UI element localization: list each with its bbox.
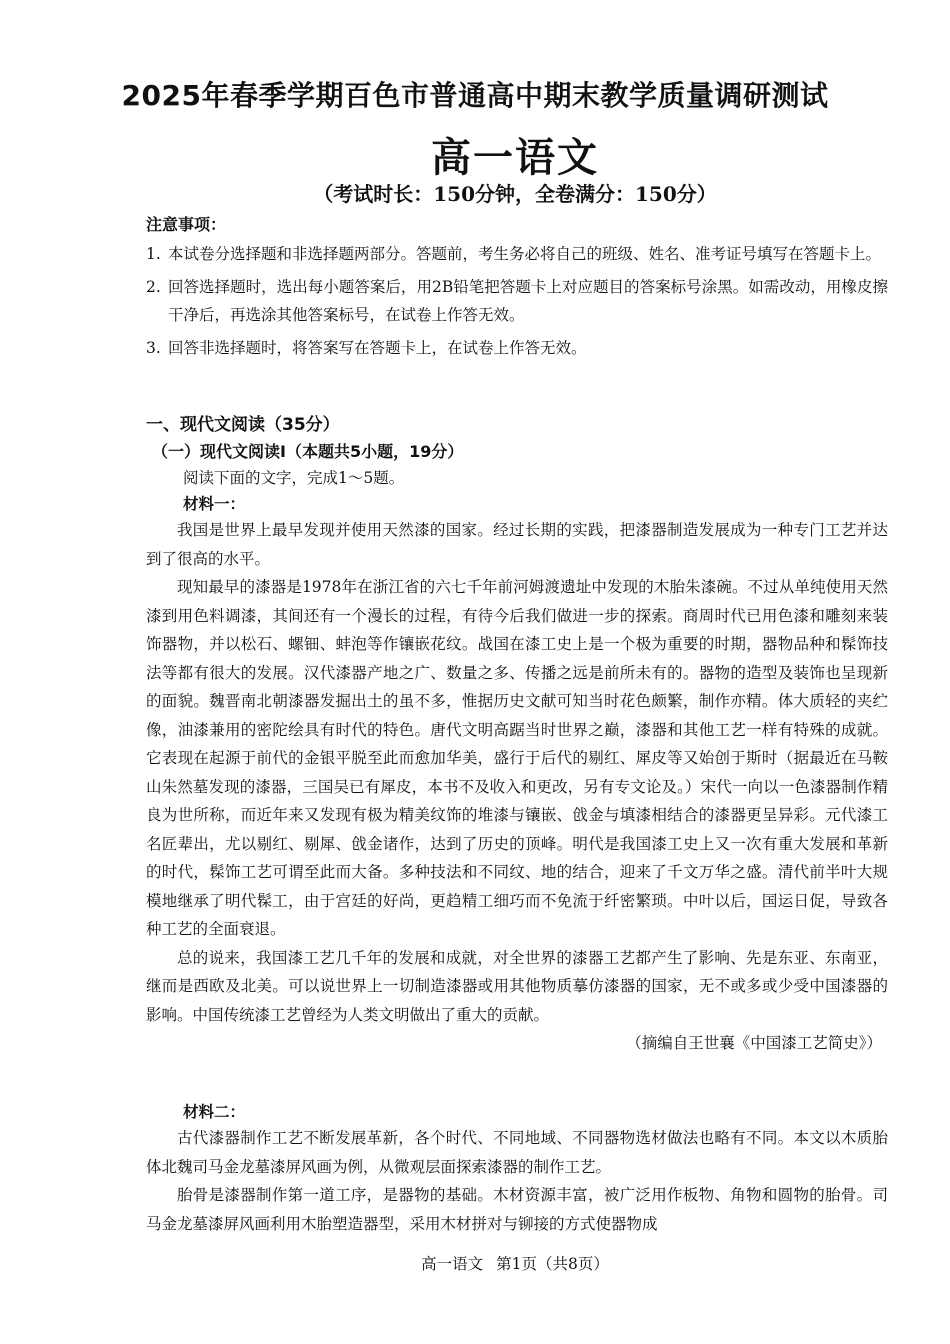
reading-instruction: 阅读下面的文字，完成1～5题。: [183, 469, 405, 487]
notice-number: 2.: [146, 277, 161, 296]
notice-text: 本试卷分选择题和非选择题两部分。答题前，考生务必将自己的班级、姓名、准考证号填写在答题卡上。: [168, 245, 882, 263]
notice-text: 回答非选择题时，将答案写在答题卡上，在试卷上作答无效。: [168, 338, 587, 357]
notice-item: [146, 273, 888, 330]
page-footer: 高一语文 第1页（共8页）: [421, 1255, 609, 1273]
subsection-title: （一）现代文阅读Ⅰ（本题共5小题，19分）: [152, 442, 464, 461]
notice-item: [146, 334, 888, 363]
passage-paragraph: 现知最早的漆器是1978年在浙江省的六七千年前河姆渡遗址中发现的木胎朱漆碗。不过从单纯使用天然漆到用色料调漆，其间还有一个漫长的过程，有待今后我们做进一步的探索。商周时代已用色漆和雕刻来装饰器物，并以松石、螺钿、蚌泡等作镶嵌花纹。战国在漆工史上是一个极为重要的时期，器物品种和髹饰技法等都有很大的发展。汉代漆器产地之广、数量之多、传播之远是前所未有的。器物的造型及装饰也呈现新的面貌。魏晋南北朝漆器发掘出土的虽不多，惟据历史文献可知当时花色颇繁，制作亦精。体大质轻的夹纻像，油漆兼用的密陀绘具有时代的特色。唐代文明高踞当时世界之巅，漆器和其他工艺一样有特殊的成就。它表现在起源于前代的金银平脱至此而愈加华美，盛行于后代的剔红、犀皮等又始创于斯时（据最近在马鞍山朱然墓发现的漆器，三国吴已有犀皮，本书不及收入和更改，另有专文论及。）宋代一向以一色漆器制作精良为世所称，而近年来又发现有极为精美纹饰的堆漆与镶嵌、戗金与填漆相结合的漆器更呈异彩。元代漆工名匠辈出，尤以剔红、剔犀、戗金诸作，达到了历史的顶峰。明代是我国漆工史上又一次有重大发展和革新的时代，髹饰工艺可谓至此而大备。多种技法和不同纹、地的结合，迎来了千文万华之盛。清代前半叶大规模地继承了明代髹工，由于宫廷的好尚，更趋精工细巧而不免流于纤密繁琐。中叶以后，国运日促，导致各种工艺的全面衰退。: [146, 578, 888, 938]
subject-title: 高一语文: [431, 135, 599, 181]
material-two-label: 材料二：: [183, 1103, 246, 1121]
passage-paragraph: 古代漆器制作工艺不断发展革新，各个时代、不同地域、不同器物选材做法也略有不同。本文以木质胎体北魏司马金龙墓漆屏风画为例，从微观层面探索漆器的制作工艺。: [146, 1129, 888, 1176]
material-one-source: （摘编自王世襄《中国漆工艺简史》）: [626, 1034, 882, 1052]
section-title: 一、现代文阅读（35分）: [146, 415, 340, 435]
exam-info: （考试时长：150分钟，全卷满分：150分）: [313, 182, 717, 206]
notice-item: [146, 240, 888, 269]
notice-number: 3.: [146, 338, 161, 357]
material-one-passage: [146, 516, 888, 1058]
notice-list: [146, 240, 888, 366]
material-one-label: 材料一：: [183, 495, 246, 513]
notice-title: 注意事项：: [146, 215, 227, 234]
passage-paragraph: 我国是世界上最早发现并使用天然漆的国家。经过长期的实践，把漆器制造发展成为一种专门工艺并达到了很高的水平。: [146, 521, 888, 568]
passage-paragraph: 总的说来，我国漆工艺几千年的发展和成就，对全世界的漆器工艺都产生了影响、先是东亚、东南亚，继而是西欧及北美。可以说世界上一切制造漆器或用其他物质摹仿漆器的国家，无不或多或少受中国漆器的影响。中国传统漆工艺曾经为人类文明做出了重大的贡献。: [146, 948, 888, 1024]
material-two-passage: [146, 1124, 888, 1238]
exam-title: 2025年春季学期百色市普通高中期末教学质量调研测试: [121, 79, 829, 112]
notice-number: 1.: [146, 245, 161, 263]
passage-paragraph: 胎骨是漆器制作第一道工序，是器物的基础。木材资源丰富，被广泛用作板物、角物和圆物的胎骨。司马金龙墓漆屏风画利用木胎塑造器型，采用木材拼对与铆接的方式使器物成: [146, 1186, 888, 1233]
notice-text: 回答选择题时，选出每小题答案后，用2B铅笔把答题卡上对应题目的答案标号涂黑。如需改动，用橡皮擦干净后，再选涂其他答案标号，在试卷上作答无效。: [168, 277, 888, 324]
